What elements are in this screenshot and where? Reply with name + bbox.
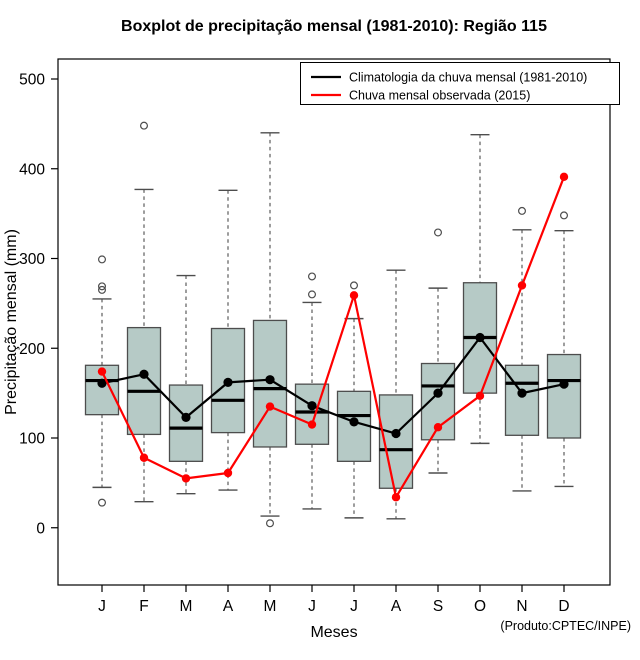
boxplot-8-S xyxy=(422,229,455,473)
boxplot-6-J xyxy=(338,282,371,518)
series-lines xyxy=(97,173,568,502)
series-point-icon xyxy=(308,420,316,428)
outlier-point-icon xyxy=(99,499,106,506)
series-point-icon xyxy=(182,474,190,482)
y-tick-label: 100 xyxy=(19,430,45,448)
boxplot-1-F xyxy=(128,122,161,501)
y-tick-label: 300 xyxy=(19,251,45,268)
series-point-icon xyxy=(224,469,232,477)
x-tick-label: A xyxy=(222,598,234,615)
iqr-box xyxy=(170,385,203,461)
x-tick-label: M xyxy=(179,598,193,615)
outlier-point-icon xyxy=(141,122,148,129)
series-point-icon xyxy=(518,281,526,289)
series-point-icon xyxy=(140,454,148,462)
series-point-icon xyxy=(475,333,484,342)
boxplot-10-N xyxy=(506,208,539,491)
outlier-point-icon xyxy=(99,256,106,263)
x-tick-label: M xyxy=(263,598,277,615)
series-point-icon xyxy=(476,392,484,400)
x-tick-label: O xyxy=(473,598,487,615)
series-point-icon xyxy=(434,423,442,431)
series-point-icon xyxy=(559,380,568,389)
series-point-icon xyxy=(350,291,358,299)
outlier-point-icon xyxy=(267,520,274,527)
outlier-point-icon xyxy=(309,273,316,280)
series-point-icon xyxy=(139,370,148,379)
boxplot-11-D xyxy=(548,212,581,486)
boxplot-7-A xyxy=(380,270,413,519)
series-point-icon xyxy=(98,367,106,375)
series-point-icon xyxy=(181,413,190,422)
iqr-box xyxy=(506,365,539,435)
iqr-box xyxy=(128,328,161,435)
x-tick-label: A xyxy=(390,598,402,615)
iqr-box xyxy=(296,384,329,444)
x-tick-label: S xyxy=(432,598,444,615)
boxplot-2-M xyxy=(170,276,203,494)
iqr-box xyxy=(548,355,581,438)
plot-border xyxy=(58,59,610,585)
series-point-icon xyxy=(517,389,526,398)
y-axis-title: Precipitação mensal (mm) xyxy=(3,229,20,415)
legend-entry-label: Climatologia da chuva mensal (1981-2010) xyxy=(349,70,588,85)
series-point-icon xyxy=(560,173,568,181)
series-point-icon xyxy=(349,417,358,426)
x-tick-label: F xyxy=(139,598,149,615)
source-note: (Produto:CPTEC/INPE) xyxy=(500,619,631,633)
series-point-icon xyxy=(266,402,274,410)
x-tick-label: J xyxy=(350,598,358,615)
y-tick-label: 200 xyxy=(19,340,45,358)
y-tick-label: 500 xyxy=(19,71,45,89)
x-tick-label: N xyxy=(516,598,528,615)
x-tick-label: J xyxy=(308,598,316,615)
outlier-point-icon xyxy=(435,229,442,236)
legend-entry-label: Chuva mensal observada (2015) xyxy=(349,88,531,103)
y-tick-label: 400 xyxy=(19,161,45,179)
outlier-point-icon xyxy=(561,212,568,219)
series-point-icon xyxy=(265,375,274,384)
outlier-point-icon xyxy=(309,291,316,298)
series-point-icon xyxy=(307,401,316,410)
y-tick-label: 0 xyxy=(36,520,45,538)
legend xyxy=(301,63,620,105)
series-point-icon xyxy=(392,493,400,501)
boxplot-3-A xyxy=(212,190,245,490)
outlier-point-icon xyxy=(351,282,358,289)
chart-title: Boxplot de precipitação mensal (1981-2010): Região 115 xyxy=(121,18,547,35)
series-point-icon xyxy=(433,389,442,398)
series-1 xyxy=(98,173,568,502)
x-tick-label: J xyxy=(98,598,106,615)
x-tick-label: D xyxy=(558,598,570,615)
boxplot-4-M xyxy=(254,133,287,527)
series-point-icon xyxy=(391,429,400,438)
outlier-point-icon xyxy=(519,208,526,215)
x-axis-title: Meses xyxy=(310,624,358,641)
series-point-icon xyxy=(223,378,232,387)
